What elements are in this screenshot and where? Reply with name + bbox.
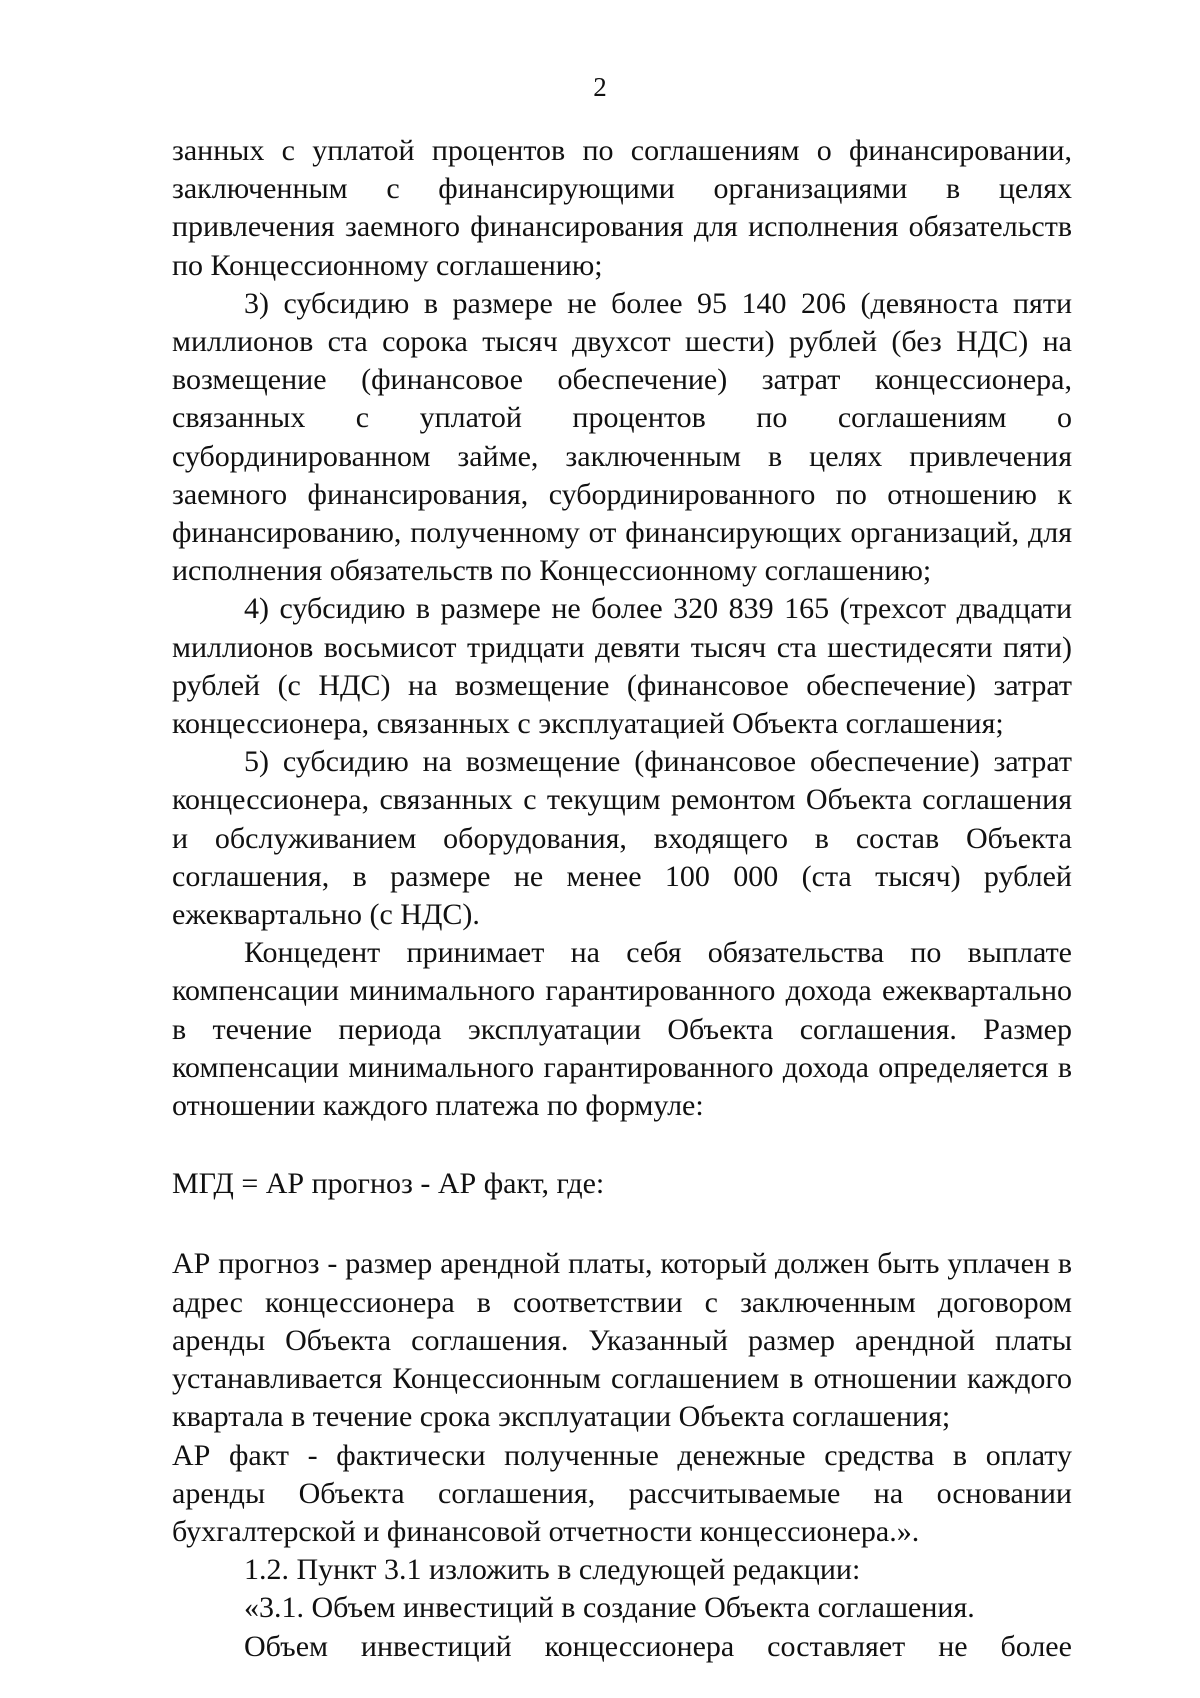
paragraph-subsidy-3: 3) субсидию в размере не более 95 140 206 (девяноста пяти миллионов ста сорока тысяч двухсот шести) рублей (без НДС) на возмещение (финансовое обеспечение) затрат концессионера, связанных с уплатой процентов по соглашениям о субординированном займе, заключенным в целях привлечения заемного финансирования, субординированного по отношению к финансированию, полученному от финансирующих организаций, для исполнения обязательств по Концессионному соглашению; (172, 286, 1072, 588)
formula: МГД = АР прогноз - АР факт, где: (172, 1167, 605, 1201)
definition-ar-forecast: АР прогноз - размер арендной платы, который должен быть уплачен в адрес концессионера в соответствии с заключенным договором аренды Объекта соглашения. Указанный размер арендной платы устанавливается Концессионным соглашением в отношении каждого квартала в течение срока эксплуатации Объекта соглашения; (172, 1247, 1072, 1434)
page-number: 2 (593, 72, 607, 102)
document-body (172, 132, 1072, 1666)
definition-ar-fact: АР факт - фактически полученные денежные средства в оплату аренды Объекта соглашения, рассчитываемые на основании бухгалтерской и финансовой отчетности концессионера.». (172, 1438, 1072, 1548)
clause-3-1-text-start (172, 1628, 1072, 1666)
paragraph-subsidy-4: 4) субсидию в размере не более 320 839 165 (трехсот двадцати миллионов восьмисот тридцати девяти тысяч ста шестидесяти пяти) рублей (с НДС) на возмещение (финансовое обеспечение) затрат концессионера, связанных с эксплуатацией Объекта соглашения; (172, 592, 1072, 741)
word: более (1000, 1629, 1072, 1663)
paragraph-subsidy-5: 5) субсидию на возмещение (финансовое обеспечение) затрат концессионера, связанных с текущим ремонтом Объекта соглашения и обслуживанием оборудования, входящего в состав Объекта соглашения, в размере не менее 100 000 (ста тысяч) рублей ежеквартально (с НДС). (172, 745, 1072, 932)
word: не (938, 1629, 968, 1663)
item-1-2: 1.2. Пункт 3.1 изложить в следующей редакции: (244, 1553, 861, 1587)
clause-3-1-heading: «3.1. Объем инвестиций в создание Объекта соглашения. (244, 1591, 975, 1625)
word: концессионера (544, 1629, 735, 1663)
word: инвестиций (360, 1629, 512, 1663)
word: Объем (244, 1629, 328, 1663)
paragraph-compensation: Концедент принимает на себя обязательства по выплате компенсации минимального гарантированного дохода ежеквартально в течение периода эксплуатации Объекта соглашения. Размер компенсации минимального гарантированного дохода определяется в отношении каждого платежа по формуле: (172, 936, 1072, 1123)
paragraph-continuation: занных с уплатой процентов по соглашениям о финансировании, заключенным с финансирующими организациями в целях привлечения заемного финансирования для исполнения обязательств по Концессионному соглашению; (172, 134, 1072, 282)
word: составляет (767, 1629, 906, 1663)
